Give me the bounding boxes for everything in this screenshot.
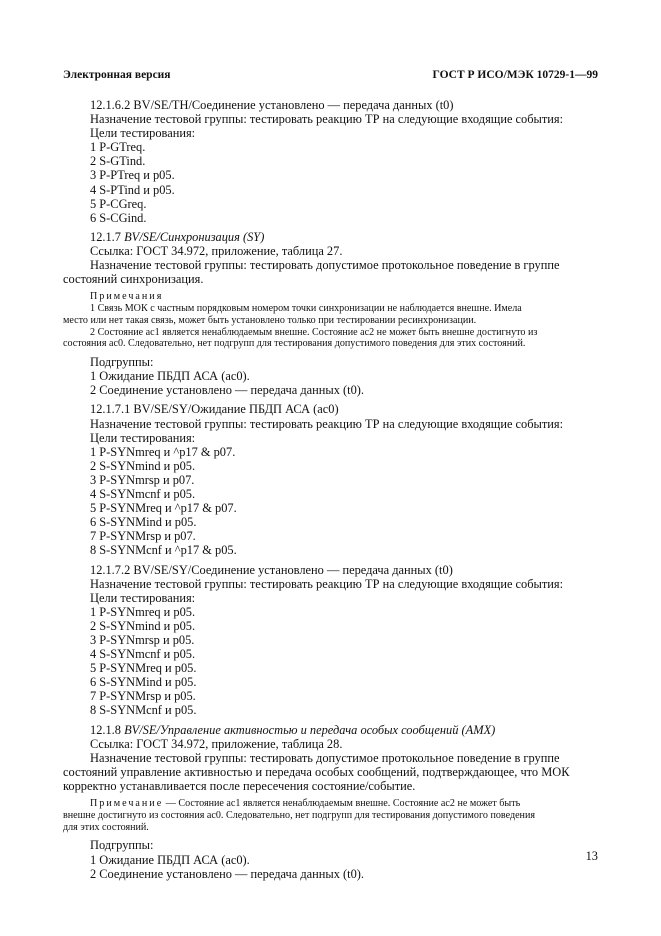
list-item: 3 P-SYNmrsp и p05. — [90, 632, 195, 647]
reference-line: Ссылка: ГОСТ 34.972, приложение, таблица 28. — [90, 736, 343, 751]
list-item: 1 P-SYNmreq и p05. — [90, 604, 196, 619]
paragraph: Назначение тестовой группы: тестировать реакцию ТР на следующие входящие события: — [90, 576, 564, 591]
list-item: 2 S-GTind. — [90, 154, 146, 169]
list-item: 8 S-SYNMcnf и ^p17 & p05. — [90, 543, 237, 558]
document-body — [63, 98, 599, 881]
list-item: 4 S-SYNmcnf и p05. — [90, 487, 196, 502]
list-label: Цели тестирования: — [90, 126, 196, 141]
note-line: внешне достигнуто из состояния ac0. Следовательно, нет подгрупп для тестирования допустимого поведения — [63, 809, 536, 821]
reference-line: Ссылка: ГОСТ 34.972, приложение, таблица 27. — [90, 243, 343, 258]
note-line: 2 Состояние ac1 является ненаблюдаемым внешне. Состояние ac2 не может быть внешне достигнуто из — [90, 326, 538, 338]
list-item: 5 P-CGreq. — [90, 196, 147, 211]
paragraph-line: состояний синхронизация. — [63, 272, 204, 287]
paragraph: Назначение тестовой группы: тестировать реакцию ТР на следующие входящие события: — [90, 416, 564, 431]
list-item: 1 P-SYNmreq и ^p17 & p07. — [90, 444, 236, 459]
section-heading: 12.1.7.1 BV/SE/SY/Ожидание ПБДП АСА (ac0) — [90, 402, 339, 417]
paragraph-line: Назначение тестовой группы: тестировать допустимое протокольное поведение в группе — [90, 258, 560, 273]
paragraph-line: состояний управление активностью и передача особых сообщений, подтверждающее, что МОК — [63, 764, 570, 779]
list-item: 1 Ожидание ПБДП АСА (ac0). — [90, 852, 250, 867]
note-line — [63, 798, 599, 810]
list-item: 2 S-SYNmind и p05. — [90, 618, 196, 633]
list-item: 1 P-GTreq. — [90, 140, 146, 155]
note-block — [63, 798, 599, 833]
list-item: 4 S-PTind и p05. — [90, 182, 175, 197]
section-title: BV/SE/Синхронизация (SY) — [124, 229, 265, 244]
list-item: 7 P-SYNMrsp и p05. — [90, 689, 196, 704]
note-line: 1 Связь МОК с частным порядковым номером точки синхронизации не наблюдается внешне. Имела — [90, 303, 522, 315]
notes-block — [63, 291, 599, 350]
list-label: Подгруппы: — [90, 838, 154, 853]
section-heading — [63, 230, 599, 244]
list-item: 8 S-SYNMcnf и p05. — [90, 703, 197, 718]
paragraph-line: корректно устанавливается после пересечения состояние/событие. — [63, 778, 416, 793]
list-item: 2 S-SYNmind и p05. — [90, 458, 196, 473]
note-line: для этих состояний. — [63, 821, 149, 833]
page-number: 13 — [585, 849, 598, 863]
note-line: состояния ac0. Следовательно, нет подгрупп для тестирования допустимого поведения для этих состояний. — [63, 338, 526, 350]
list-item: 6 S-SYNMind и p05. — [90, 675, 197, 690]
header-edition-label: Электронная версия — [63, 69, 171, 81]
list-item: 5 P-SYNMreq и ^p17 & p07. — [90, 501, 237, 516]
section-heading — [63, 723, 599, 737]
list-item: 6 S-CGind. — [90, 210, 147, 225]
list-item: 2 Соединение установлено — передача данных (t0). — [90, 866, 365, 881]
list-label: Подгруппы: — [90, 355, 154, 370]
list-label: Цели тестирования: — [90, 590, 196, 605]
list-item: 3 P-SYNmrsp и p07. — [90, 472, 195, 487]
list-label: Цели тестирования: — [90, 430, 196, 445]
list-item: 3 P-PTreq и p05. — [90, 168, 175, 183]
note-label: Примечание — [90, 798, 164, 810]
list-item: 1 Ожидание ПБДП АСА (ac0). — [90, 369, 250, 384]
section-number: 12.1.7 — [90, 229, 125, 244]
section-heading: 12.1.7.2 BV/SE/SY/Соединение установлено — передача данных (t0) — [90, 562, 453, 577]
list-item: 7 P-SYNMrsp и p07. — [90, 529, 196, 544]
section-title: BV/SE/Управление активностью и передача особых сообщений (AMX) — [124, 722, 496, 737]
header-standard-id: ГОСТ Р ИСО/МЭК 10729-1—99 — [432, 69, 598, 81]
list-item: 5 P-SYNMreq и p05. — [90, 661, 197, 676]
list-item: 6 S-SYNMind и p05. — [90, 515, 197, 530]
note-line: место или нет такая связь, может быть установлено только при тестировании ресинхронизации. — [63, 314, 477, 326]
list-item: 2 Соединение установлено — передача данных (t0). — [90, 383, 365, 398]
paragraph: Назначение тестовой группы: тестировать реакцию ТР на следующие входящие события: — [90, 112, 564, 127]
note-text: — Состояние ac1 является ненаблюдаемым внешне. Состояние ac2 не может быть — [163, 798, 521, 810]
list-item: 4 S-SYNmcnf и p05. — [90, 647, 196, 662]
section-heading: 12.1.6.2 BV/SE/TH/Соединение установлено — передача данных (t0) — [90, 98, 454, 112]
notes-label: Примечания — [90, 291, 164, 303]
section-number: 12.1.8 — [90, 722, 125, 737]
paragraph-line: Назначение тестовой группы: тестировать допустимое протокольное поведение в группе — [90, 750, 560, 765]
